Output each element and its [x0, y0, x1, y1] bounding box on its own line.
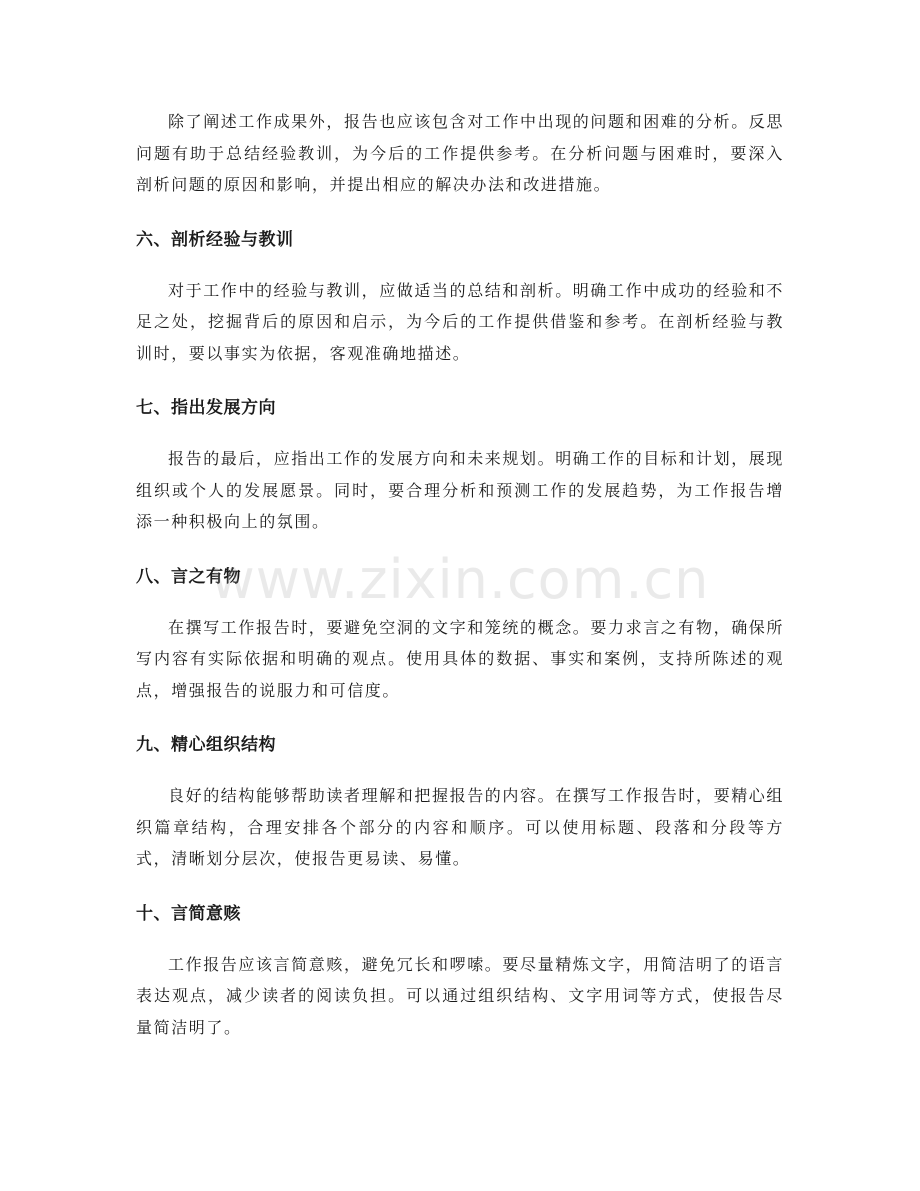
- paragraph-section-10: 工作报告应该言简意赅，避免冗长和啰嗦。要尽量精炼文字，用简洁明了的语言表达观点，减少读者的阅读负担。可以通过组织结构、文字用词等方式，使报告尽量简洁明了。: [136, 954, 785, 1037]
- heading-section-9: 九、精心组织结构: [136, 735, 276, 755]
- heading-section-7: 七、指出发展方向: [136, 398, 276, 418]
- paragraph-section-9: 良好的结构能够帮助读者理解和把握报告的内容。在撰写工作报告时，要精心组织篇章结构，合理安排各个部分的内容和顺序。可以使用标题、段落和分段等方式，清晰划分层次，使报告更易读、易懂。: [136, 786, 785, 868]
- heading-section-6: 六、剖析经验与教训: [136, 229, 294, 250]
- paragraph-section-6: 对于工作中的经验与教训，应做适当的总结和剖析。明确工作中成功的经验和不足之处，挖掘背后的原因和启示，为今后的工作提供借鉴和参考。在剖析经验与教训时，要以事实为依据，客观准确地描述。: [136, 280, 785, 363]
- paragraph-section-7: 报告的最后，应指出工作的发展方向和未来规划。明确工作的目标和计划，展现组织或个人的发展愿景。同时，要合理分析和预测工作的发展趋势，为工作报告增添一种积极向上的氛围。: [136, 449, 785, 531]
- watermark-text: www.zixin.com.cn: [210, 548, 710, 611]
- paragraph-intro: 除了阐述工作成果外，报告也应该包含对工作中出现的问题和困难的分析。反思问题有助于总结经验教训，为今后的工作提供参考。在分析问题与困难时，要深入剖析问题的原因和影响，并提出相应的解决办法和改进措施。: [136, 112, 785, 194]
- heading-section-10: 十、言简意赅: [136, 903, 241, 924]
- paragraph-section-8: 在撰写工作报告时，要避免空洞的文字和笼统的概念。要力求言之有物，确保所写内容有实际依据和明确的观点。使用具体的数据、事实和案例，支持所陈述的观点，增强报告的说服力和可信度。: [136, 617, 785, 700]
- heading-section-8: 八、言之有物: [136, 566, 241, 587]
- document-body: [136, 106, 784, 1043]
